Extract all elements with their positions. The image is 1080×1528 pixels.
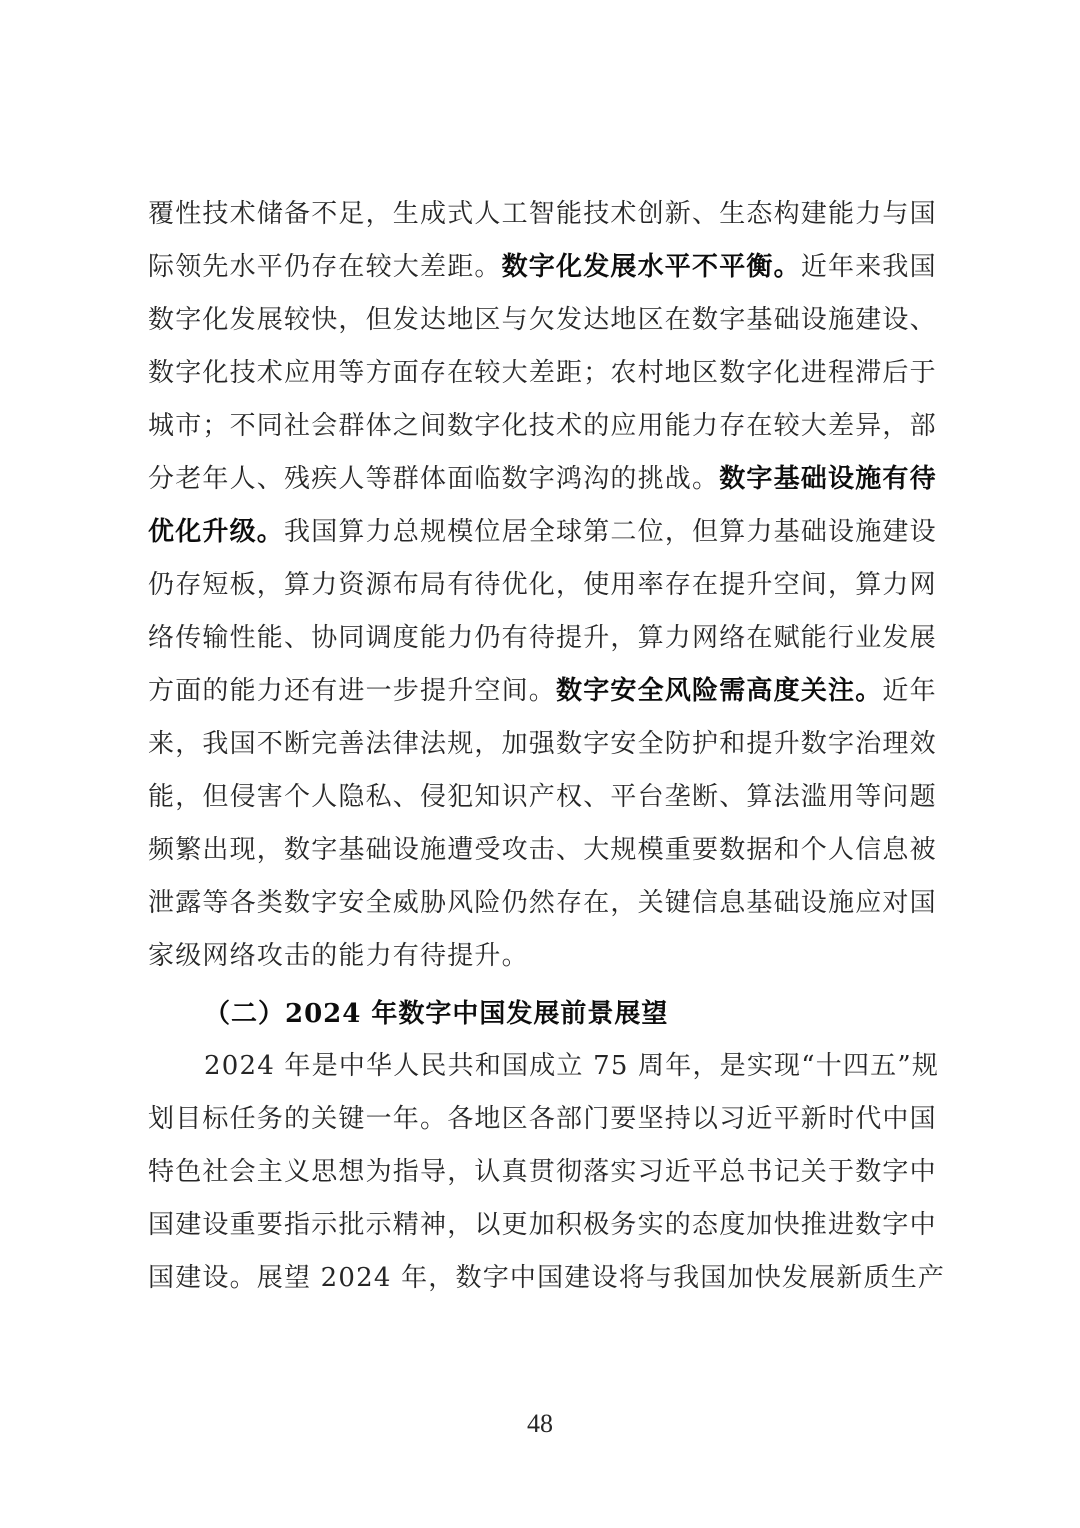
text-run: 分老年人、残疾人等群体面临数字鸿沟的挑战。 <box>148 464 720 494</box>
text-run: 2024 年是中华人民共和国成立 75 周年，是实现“十四五”规 <box>204 1051 940 1081</box>
text-line <box>148 406 937 446</box>
text-line <box>148 353 937 393</box>
text-run: 络传输性能、协同调度能力仍有待提升，算力网络在赋能行业发展 <box>148 623 937 653</box>
text-run: 特色社会主义思想为指导，认真贯彻落实习近平总书记关于数字中 <box>148 1157 937 1187</box>
bold-key-point: 数字基础设施有待 <box>719 464 937 494</box>
text-run: 国建设。展望 2024 年，数字中国建设将与我国加快发展新质生产 <box>148 1263 946 1293</box>
text-line <box>148 247 937 287</box>
text-line <box>148 1099 937 1139</box>
bold-key-point: 数字安全风险需高度关注。 <box>556 676 883 706</box>
text-line <box>148 1205 937 1245</box>
bold-key-point: 优化升级。 <box>148 517 285 547</box>
text-line <box>148 724 937 764</box>
text-line <box>148 618 937 658</box>
text-line <box>148 1152 937 1192</box>
text-run: 城市；不同社会群体之间数字化技术的应用能力存在较大差异，部 <box>148 411 937 441</box>
text-run: 国建设重要指示批示精神，以更加积极务实的态度加快推进数字中 <box>148 1210 937 1240</box>
bold-key-point: 数字化发展水平不平衡。 <box>501 252 801 282</box>
text-line <box>204 1046 940 1086</box>
page-number: 48 <box>527 1409 553 1438</box>
text-line <box>148 777 937 817</box>
text-line <box>148 459 937 499</box>
text-line <box>148 883 937 923</box>
text-line <box>148 565 937 605</box>
text-run: 近年 <box>882 676 937 706</box>
text-run: 泄露等各类数字安全威胁风险仍然存在，关键信息基础设施应对国 <box>148 888 937 918</box>
text-line <box>148 936 932 976</box>
text-run: 来，我国不断完善法律法规，加强数字安全防护和提升数字治理效 <box>148 729 937 759</box>
text-run: 近年来我国 <box>800 252 937 282</box>
text-line <box>148 830 937 870</box>
text-line <box>148 1258 946 1298</box>
text-run: 频繁出现，数字基础设施遭受攻击、大规模重要数据和个人信息被 <box>148 835 937 865</box>
section-heading: （二）2024 年数字中国发展前景展望 <box>204 999 669 1029</box>
text-line <box>148 512 937 552</box>
text-run: 数字化发展较快，但发达地区与欠发达地区在数字基础设施建设、 <box>148 305 937 335</box>
text-run: 际领先水平仍存在较大差距。 <box>148 252 502 282</box>
text-run: 数字化技术应用等方面存在较大差距；农村地区数字化进程滞后于 <box>148 358 937 388</box>
text-line <box>148 671 937 711</box>
text-run: 我国算力总规模位居全球第二位，但算力基础设施建设 <box>284 517 937 547</box>
text-run: 覆性技术储备不足，生成式人工智能技术创新、生态构建能力与国 <box>148 199 937 229</box>
text-run: 仍存短板，算力资源布局有待优化，使用率存在提升空间，算力网 <box>148 570 937 600</box>
text-run: 划目标任务的关键一年。各地区各部门要坚持以习近平新时代中国 <box>148 1104 937 1134</box>
text-line <box>148 194 937 234</box>
text-line <box>148 300 937 340</box>
text-run: 能，但侵害个人隐私、侵犯知识产权、平台垄断、算法滥用等问题 <box>148 782 937 812</box>
text-run: 家级网络攻击的能力有待提升。 <box>148 941 529 971</box>
text-run: 方面的能力还有进一步提升空间。 <box>148 676 557 706</box>
